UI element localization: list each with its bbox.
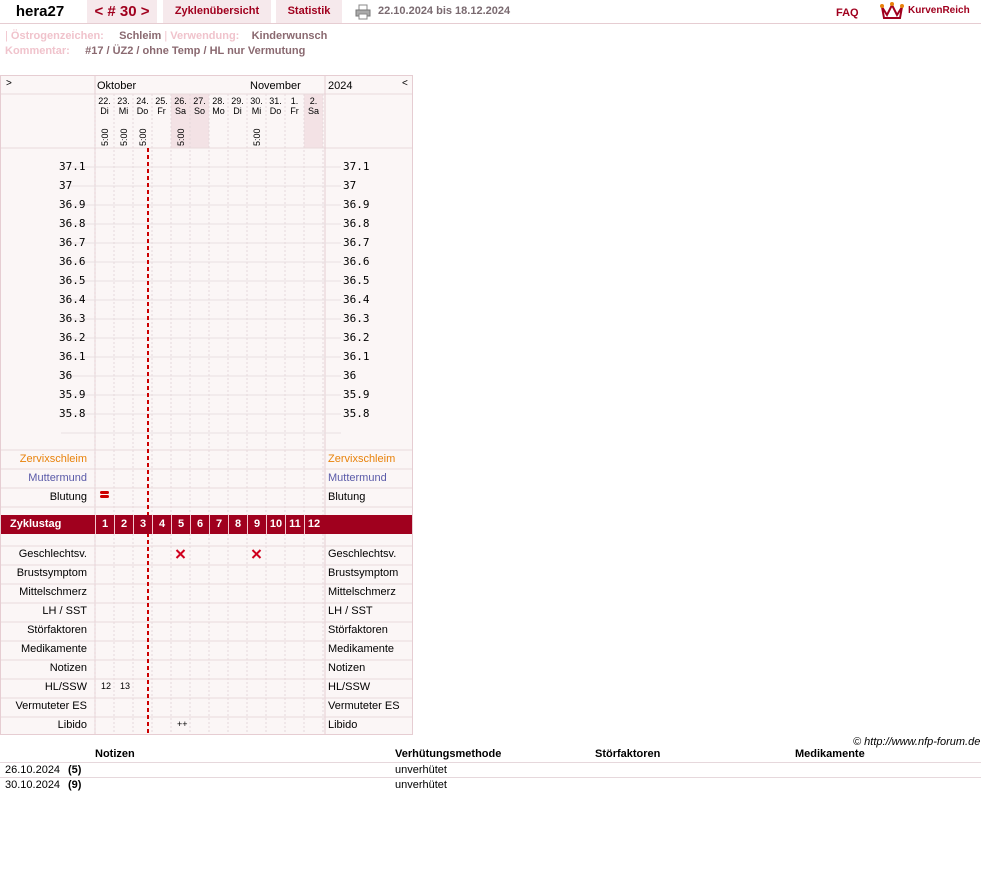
day-date: 25. bbox=[155, 96, 168, 106]
next-cycle-arrow[interactable]: < bbox=[402, 78, 408, 89]
day-weekday: Di bbox=[100, 106, 109, 116]
intercourse-mark bbox=[253, 550, 261, 558]
measure-time: 5:00 bbox=[252, 128, 262, 146]
temp-label-left: 36.3 bbox=[59, 312, 86, 325]
row-label-right: Mittelschmerz bbox=[328, 586, 396, 598]
day-header bbox=[285, 96, 304, 116]
day-date: 29. bbox=[231, 96, 244, 106]
day-date: 22. bbox=[98, 96, 111, 106]
cycle-overview-link[interactable]: Zyklenübersicht bbox=[163, 0, 271, 23]
temp-label-right: 36.6 bbox=[343, 255, 370, 268]
cycle-day-row bbox=[1, 515, 412, 534]
temp-label-right: 37.1 bbox=[343, 160, 370, 173]
day-weekday: Do bbox=[136, 106, 149, 116]
measure-time: 5:00 bbox=[100, 128, 110, 146]
temp-label-right: 36.2 bbox=[343, 331, 370, 344]
day-header bbox=[247, 96, 266, 116]
temp-label-right: 36.3 bbox=[343, 312, 370, 325]
row-label-left: Zervixschleim bbox=[19, 453, 87, 465]
list-date: 26.10.2024 bbox=[5, 764, 61, 776]
faq-link[interactable]: FAQ bbox=[836, 7, 859, 19]
row-label-right: Störfaktoren bbox=[328, 624, 388, 636]
row-label-right: Brustsymptom bbox=[328, 567, 399, 579]
temp-label-left: 36.8 bbox=[59, 217, 86, 230]
username: hera27 bbox=[15, 3, 65, 20]
row-label-right: LH / SST bbox=[328, 605, 373, 617]
temp-label-right: 36.7 bbox=[343, 236, 370, 249]
kurvenreich-logo[interactable] bbox=[880, 1, 980, 21]
cycle-day-number: 2 bbox=[114, 515, 133, 534]
day-date: 30. bbox=[250, 96, 263, 106]
row-label-left: HL/SSW bbox=[44, 681, 87, 693]
temp-label-left: 35.8 bbox=[59, 407, 86, 420]
day-weekday: Mi bbox=[251, 106, 262, 116]
oestrogen-label: Östrogenzeichen: bbox=[10, 30, 104, 42]
day-header bbox=[228, 96, 247, 116]
temp-label-right: 36.1 bbox=[343, 350, 370, 363]
copyright: © http://www.nfp-forum.de bbox=[853, 736, 981, 748]
info-line-2 bbox=[5, 45, 305, 57]
cycle-day-number: 10 bbox=[266, 515, 285, 534]
day-weekday: Sa bbox=[307, 106, 319, 116]
day-weekday: Mo bbox=[212, 106, 225, 116]
top-bar bbox=[0, 0, 981, 24]
cycle-day-number: 11 bbox=[285, 515, 304, 534]
row-label-right: Geschlechtsv. bbox=[328, 548, 397, 560]
cycle-day-number: 9 bbox=[247, 515, 266, 534]
day-date: 27. bbox=[193, 96, 206, 106]
measure-time: 5:00 bbox=[176, 128, 186, 146]
day-date: 24. bbox=[136, 96, 149, 106]
libido-value-day5: ++ bbox=[177, 719, 188, 729]
temp-label-right: 36.9 bbox=[343, 198, 370, 211]
row-label-right: Vermuteter ES bbox=[328, 700, 400, 712]
row-label-left: LH / SST bbox=[42, 605, 87, 617]
list-method: unverhütet bbox=[395, 779, 447, 791]
cycle-day-number: 1 bbox=[95, 515, 114, 534]
row-label-right: HL/SSW bbox=[328, 681, 371, 693]
cycle-day-number: 12 bbox=[304, 515, 323, 534]
day-weekday: Mi bbox=[118, 106, 129, 116]
cycle-day-number: 3 bbox=[133, 515, 152, 534]
info-line-1: | Östrogenzeichen: Schleim | Verwendung: Kinderwunsch bbox=[5, 30, 328, 42]
cycle-day-number: 6 bbox=[190, 515, 209, 534]
temp-label-left: 36.1 bbox=[59, 350, 86, 363]
comment-label: Kommentar: bbox=[5, 45, 70, 57]
row-label-left: Geschlechtsv. bbox=[18, 548, 87, 560]
row-label-right: Zervixschleim bbox=[328, 453, 396, 465]
usage-value: Kinderwunsch bbox=[251, 30, 328, 42]
list-cycle-day: (5) bbox=[68, 764, 82, 776]
cycle-chart bbox=[0, 75, 413, 735]
temp-label-right: 36.8 bbox=[343, 217, 370, 230]
row-label-left: Blutung bbox=[49, 491, 87, 503]
row-label-left: Notizen bbox=[49, 662, 87, 674]
crown-icon bbox=[880, 1, 904, 21]
oestrogen-value: Schleim bbox=[119, 30, 162, 42]
measure-time: 5:00 bbox=[119, 128, 129, 146]
day-weekday: So bbox=[193, 106, 205, 116]
row-label-left: Brustsymptom bbox=[16, 567, 87, 579]
usage-label: Verwendung: bbox=[170, 30, 240, 42]
day-header bbox=[304, 96, 323, 116]
temp-label-right: 36.4 bbox=[343, 293, 370, 306]
temp-label-left: 36.2 bbox=[59, 331, 86, 344]
list-date: 30.10.2024 bbox=[5, 779, 61, 791]
day-date: 23. bbox=[117, 96, 130, 106]
row-label-left: Störfaktoren bbox=[27, 624, 87, 636]
temp-label-left: 36.9 bbox=[59, 198, 86, 211]
day-header bbox=[190, 96, 209, 116]
day-header bbox=[133, 96, 152, 116]
temp-label-left: 36.5 bbox=[59, 274, 86, 287]
temp-label-right: 35.9 bbox=[343, 388, 370, 401]
cycle-nav-button[interactable]: < # 30 > bbox=[87, 0, 157, 23]
year-label: 2024 bbox=[328, 80, 353, 92]
temp-label-right: 36 bbox=[343, 369, 357, 382]
printer-icon[interactable] bbox=[355, 4, 371, 20]
month-label-november: November bbox=[250, 80, 301, 92]
day-date: 31. bbox=[269, 96, 282, 106]
day-header bbox=[171, 96, 190, 116]
temp-label-right: 36.5 bbox=[343, 274, 370, 287]
row-label-right: Libido bbox=[328, 719, 358, 731]
day-header bbox=[266, 96, 285, 116]
row-label-left: Medikamente bbox=[20, 643, 87, 655]
row-label-right: Notizen bbox=[328, 662, 366, 674]
temp-label-left: 36 bbox=[59, 369, 73, 382]
day-weekday: Fr bbox=[290, 106, 299, 116]
row-label-left: Mittelschmerz bbox=[19, 586, 87, 598]
row-label-right: Muttermund bbox=[328, 472, 387, 484]
day-date: 26. bbox=[174, 96, 187, 106]
comment-value: #17 / ÜZ2 / ohne Temp / HL nur Vermutung bbox=[85, 45, 306, 57]
day-header bbox=[114, 96, 133, 116]
list-header-disturbances: Störfaktoren bbox=[595, 748, 661, 760]
list-header-method: Verhütungsmethode bbox=[395, 748, 502, 760]
hl-value-day2: 13 bbox=[120, 681, 131, 691]
row-label-right: Medikamente bbox=[328, 643, 395, 655]
row-label-left: Libido bbox=[57, 719, 87, 731]
prev-cycle-arrow[interactable]: > bbox=[6, 78, 12, 89]
day-header bbox=[209, 96, 228, 116]
cycle-day-number: 4 bbox=[152, 515, 171, 534]
temp-label-left: 35.9 bbox=[59, 388, 86, 401]
list-cycle-day: (9) bbox=[68, 779, 82, 791]
row-label-left: Vermuteter ES bbox=[15, 700, 87, 712]
day-date: 28. bbox=[212, 96, 225, 106]
temp-label-left: 37 bbox=[59, 179, 73, 192]
temp-label-left: 36.6 bbox=[59, 255, 86, 268]
bleeding-marker bbox=[100, 495, 109, 498]
day-header bbox=[152, 96, 171, 116]
logo-text: KurvenReich bbox=[908, 5, 970, 16]
list-row bbox=[0, 777, 981, 792]
cycle-day-number: 8 bbox=[228, 515, 247, 534]
measure-time: 5:00 bbox=[138, 128, 148, 146]
temp-label-left: 36.4 bbox=[59, 293, 86, 306]
day-header bbox=[95, 96, 114, 116]
temp-label-right: 35.8 bbox=[343, 407, 370, 420]
temp-label-right: 37 bbox=[343, 179, 357, 192]
temp-label-left: 36.7 bbox=[59, 236, 86, 249]
list-header-notes: Notizen bbox=[95, 748, 135, 760]
month-label-october: Oktober bbox=[97, 80, 137, 92]
row-label-left: Muttermund bbox=[28, 472, 87, 484]
day-weekday: Fr bbox=[157, 106, 166, 116]
day-weekday: Di bbox=[233, 106, 242, 116]
row-label-right: Blutung bbox=[328, 491, 366, 503]
day-date: 1. bbox=[290, 96, 299, 106]
cycle-day-number: 7 bbox=[209, 515, 228, 534]
list-method: unverhütet bbox=[395, 764, 447, 776]
day-date: 2. bbox=[309, 96, 318, 106]
list-row bbox=[0, 762, 981, 777]
intercourse-mark bbox=[177, 550, 185, 558]
bleeding-marker bbox=[100, 491, 109, 494]
cycle-day-number: 5 bbox=[171, 515, 190, 534]
day-weekday: Sa bbox=[174, 106, 186, 116]
statistics-link[interactable]: Statistik bbox=[276, 0, 342, 23]
temp-label-left: 37.1 bbox=[59, 160, 86, 173]
list-header-medication: Medikamente bbox=[795, 748, 865, 760]
day-weekday: Do bbox=[269, 106, 282, 116]
date-range: 22.10.2024 bis 18.12.2024 bbox=[378, 5, 511, 17]
hl-value-day1: 12 bbox=[101, 681, 112, 691]
cycle-day-label: Zyklustag bbox=[10, 518, 62, 530]
